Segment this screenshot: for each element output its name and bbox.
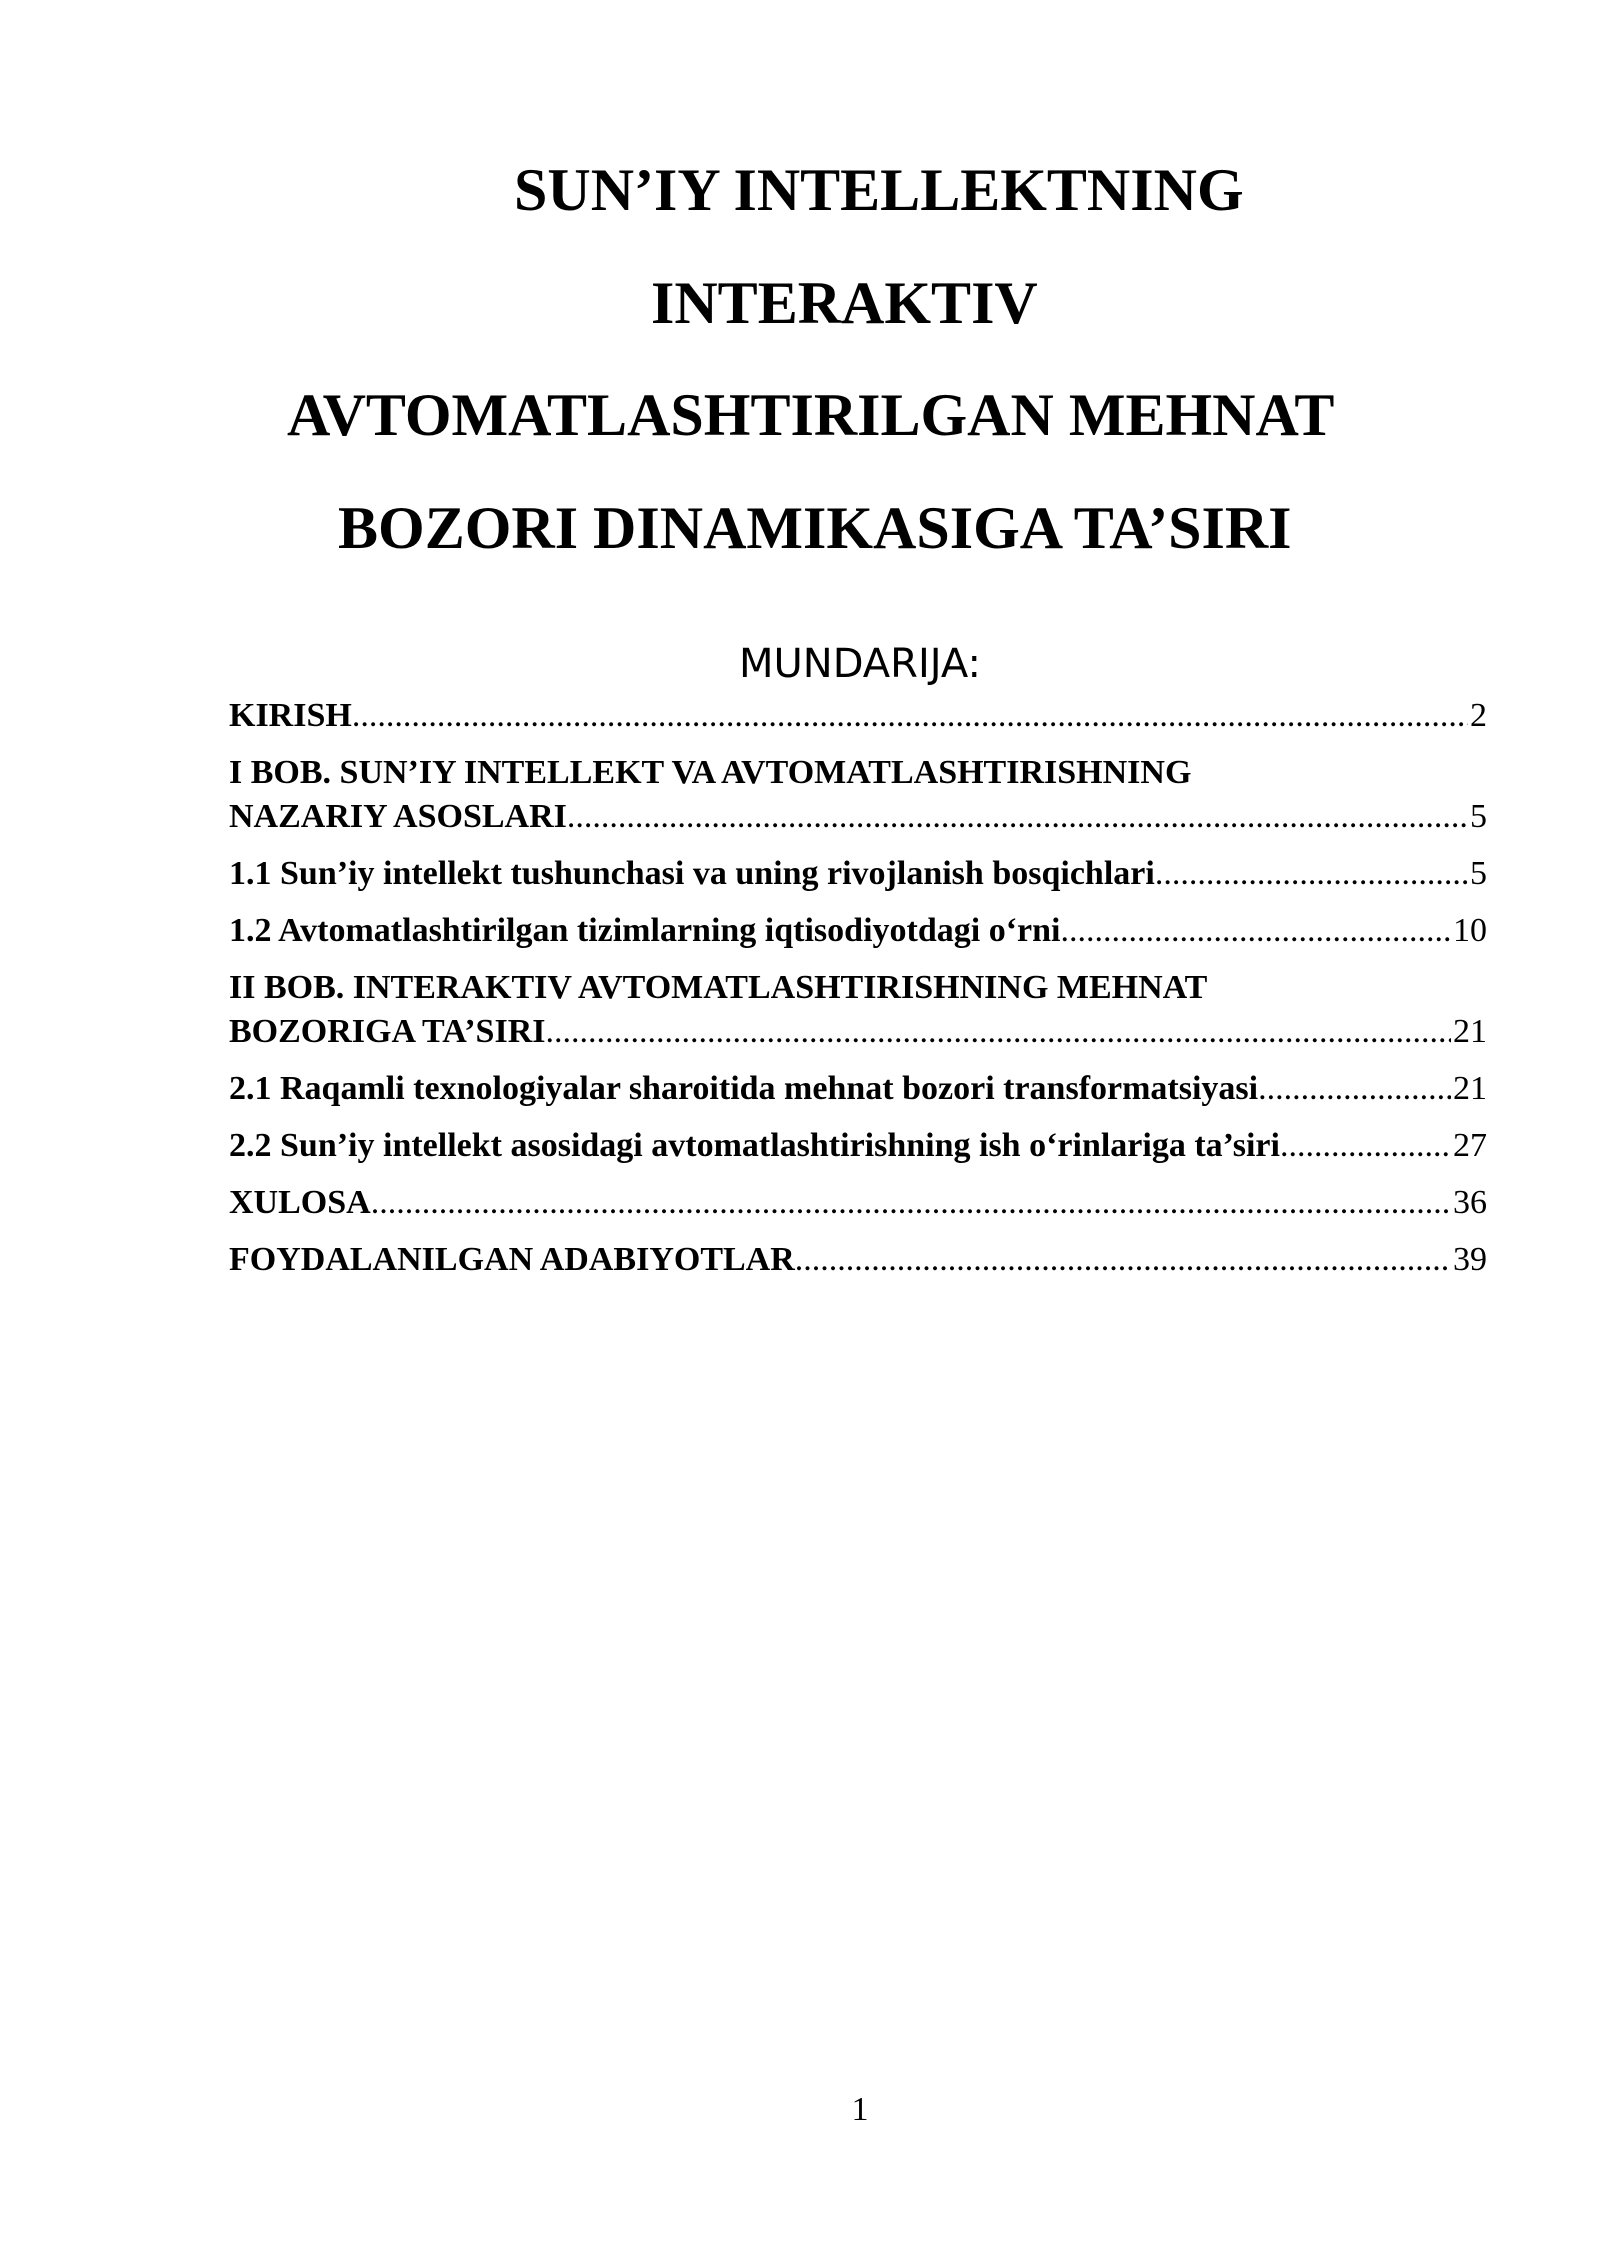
toc-entry-label-line1: II BOB. INTERAKTIV AVTOMATLASHTIRISHNING MEHNAT	[229, 969, 1208, 1006]
toc-entry-section-1-2[interactable]	[229, 909, 1487, 953]
title-line-2: INTERAKTIV	[651, 270, 1038, 336]
toc-leader-dots	[1258, 1067, 1451, 1111]
toc-leader-dots	[352, 694, 1468, 738]
toc-entry-section-2-1[interactable]	[229, 1067, 1487, 1111]
toc-entry-label: XULOSA	[229, 1184, 371, 1221]
toc-page-number: 5	[1470, 855, 1487, 892]
toc-leader-dots	[545, 1010, 1451, 1054]
toc-page-number: 39	[1453, 1241, 1487, 1278]
toc-entry-section-2-2[interactable]	[229, 1124, 1487, 1168]
toc-page-number: 2	[1470, 697, 1487, 734]
toc-leader-dots	[567, 795, 1468, 839]
toc-page-number: 27	[1453, 1127, 1487, 1164]
title-line-3: AVTOMATLASHTIRILGAN MEHNAT	[287, 382, 1335, 448]
toc-entry-label: 1.2 Avtomatlashtirilgan tizimlarning iqtisodiyotdagi o‘rni	[229, 912, 1061, 949]
toc-page-number: 21	[1453, 1013, 1487, 1050]
toc-entry-label: 1.1 Sun’iy intellekt tushunchasi va uning rivojlanish bosqichlari	[229, 855, 1155, 892]
page-number: 1	[851, 2091, 869, 2128]
toc-heading: MUNDARIJA:	[739, 641, 981, 687]
toc-page-number: 10	[1453, 912, 1487, 949]
toc-page-number: 5	[1470, 798, 1487, 835]
title-line-4: BOZORI DINAMIKASIGA TA’SIRI	[338, 495, 1292, 561]
toc-entry-label: FOYDALANILGAN ADABIYOTLAR	[229, 1241, 795, 1278]
toc-leader-dots	[1280, 1124, 1451, 1168]
toc-leader-dots	[371, 1181, 1451, 1225]
toc-leader-dots	[1155, 852, 1468, 896]
toc-page-number: 21	[1453, 1070, 1487, 1107]
toc-leader-dots	[1060, 909, 1451, 953]
toc-entry-label: BOZORIGA TA’SIRI	[229, 1013, 546, 1050]
title-line-1: SUN’IY INTELLEKTNING	[514, 157, 1244, 223]
toc-entry-xulosa[interactable]	[229, 1181, 1487, 1225]
toc-entry-label: 2.2 Sun’iy intellekt asosidagi avtomatlashtirishning ish o‘rinlariga ta’siri	[229, 1127, 1280, 1164]
toc-entry-label: NAZARIY ASOSLARI	[229, 798, 567, 835]
toc-entry-label: 2.1 Raqamli texnologiyalar sharoitida mehnat bozori transformatsiyasi	[229, 1070, 1259, 1107]
toc-entry-label: KIRISH	[229, 697, 352, 734]
toc-entry-section-1-1[interactable]	[229, 852, 1487, 896]
toc-entry-chapter-2[interactable]	[229, 966, 1487, 1054]
toc-leader-dots	[795, 1238, 1451, 1282]
toc-entry-references[interactable]	[229, 1238, 1487, 1282]
toc-entry-kirish[interactable]	[229, 694, 1487, 738]
toc-entry-chapter-1[interactable]	[229, 751, 1487, 839]
toc-entry-label-line1: I BOB. SUN’IY INTELLEKT VA AVTOMATLASHTIRISHNING	[229, 754, 1192, 791]
toc-page-number: 36	[1453, 1184, 1487, 1221]
